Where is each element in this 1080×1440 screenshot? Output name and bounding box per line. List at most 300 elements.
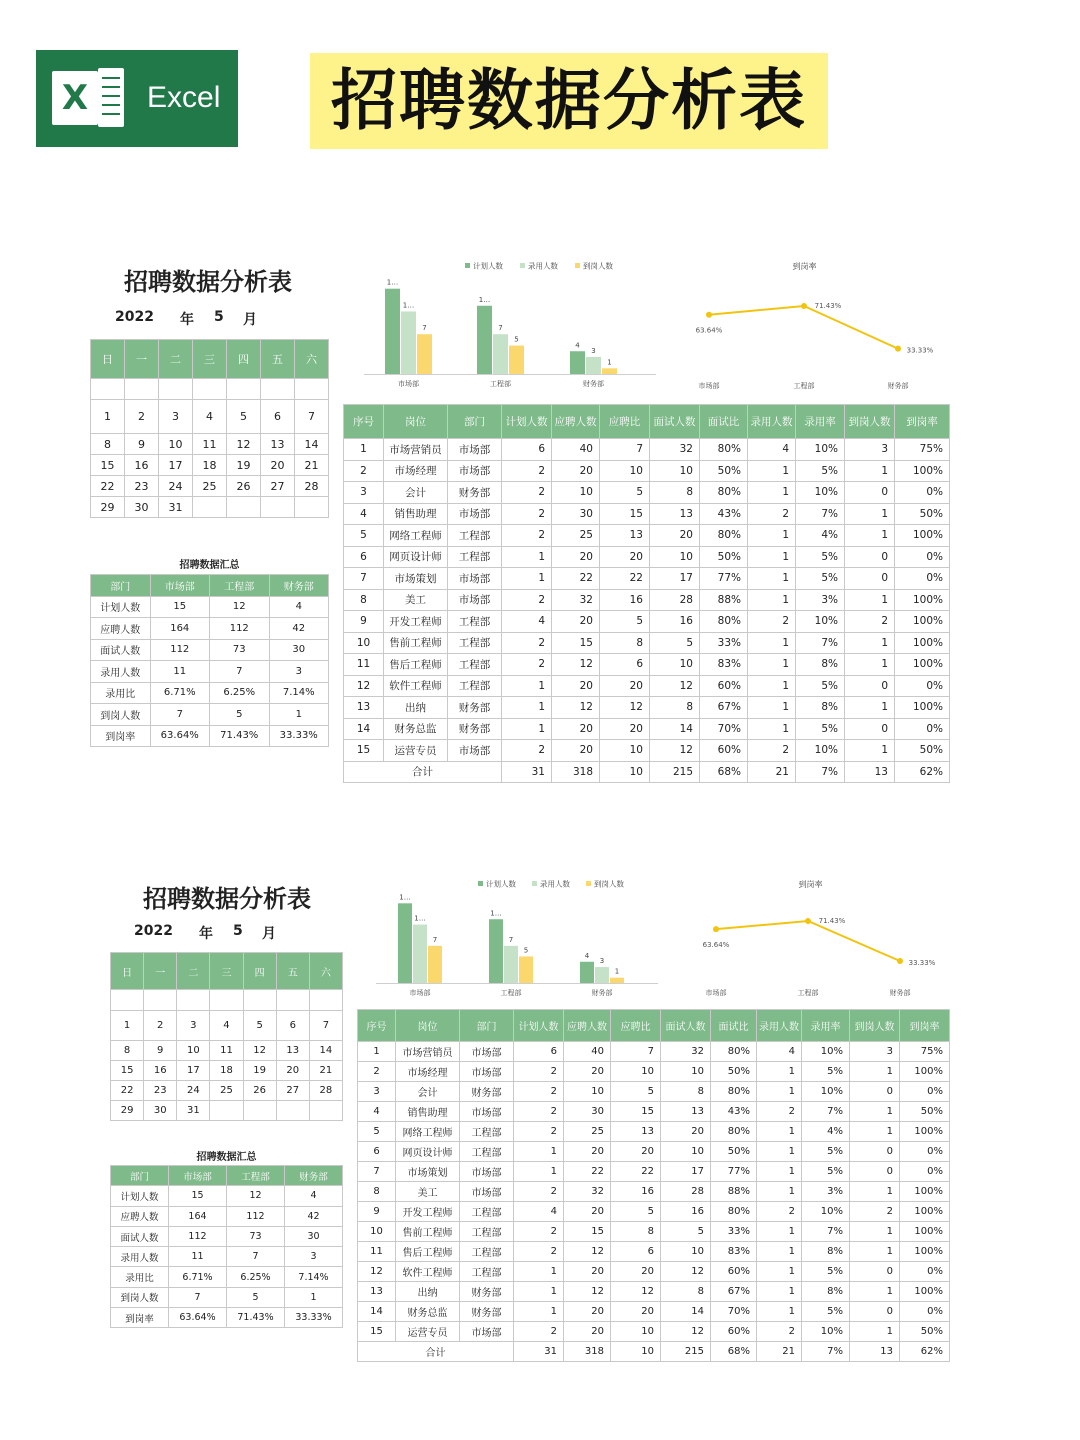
detail-cell[interactable]: 8 bbox=[650, 482, 700, 504]
detail-cell[interactable]: 0% bbox=[900, 1082, 950, 1102]
calendar-day[interactable]: 7 bbox=[309, 1011, 342, 1041]
detail-cell[interactable]: 工程部 bbox=[448, 525, 502, 547]
summary-cell[interactable]: 7 bbox=[169, 1287, 227, 1307]
summary-cell[interactable]: 164 bbox=[169, 1206, 227, 1226]
detail-cell[interactable]: 60% bbox=[711, 1262, 757, 1282]
detail-cell[interactable]: 0% bbox=[895, 675, 950, 697]
detail-cell[interactable]: 1 bbox=[757, 1062, 802, 1082]
detail-cell[interactable]: 工程部 bbox=[448, 611, 502, 633]
detail-cell[interactable]: 5% bbox=[796, 675, 845, 697]
detail-cell[interactable]: 财务总监 bbox=[396, 1302, 460, 1322]
detail-cell[interactable]: 1 bbox=[850, 1282, 900, 1302]
detail-cell[interactable]: 15 bbox=[564, 1222, 611, 1242]
detail-cell[interactable]: 100% bbox=[895, 697, 950, 719]
detail-cell[interactable]: 1 bbox=[845, 460, 895, 482]
detail-cell[interactable]: 市场策划 bbox=[396, 1162, 460, 1182]
detail-cell[interactable]: 9 bbox=[344, 611, 384, 633]
calendar-day[interactable]: 7 bbox=[295, 400, 329, 434]
summary-cell[interactable]: 12 bbox=[210, 596, 270, 618]
detail-cell[interactable]: 0% bbox=[895, 482, 950, 504]
detail-cell[interactable]: 80% bbox=[711, 1202, 757, 1222]
detail-cell[interactable]: 工程部 bbox=[448, 632, 502, 654]
calendar-day[interactable]: 17 bbox=[177, 1061, 210, 1081]
detail-cell[interactable]: 4% bbox=[802, 1122, 850, 1142]
calendar-day[interactable]: 5 bbox=[243, 1011, 276, 1041]
detail-cell[interactable]: 8 bbox=[600, 632, 650, 654]
detail-cell[interactable]: 70% bbox=[711, 1302, 757, 1322]
detail-cell[interactable]: 运营专员 bbox=[396, 1322, 460, 1342]
summary-cell[interactable]: 7 bbox=[227, 1247, 285, 1267]
calendar-day[interactable] bbox=[261, 379, 295, 400]
detail-cell[interactable]: 1 bbox=[757, 1302, 802, 1322]
detail-cell[interactable]: 2 bbox=[748, 740, 796, 762]
detail-cell[interactable]: 5% bbox=[802, 1262, 850, 1282]
calendar-day[interactable]: 8 bbox=[111, 1041, 144, 1061]
detail-total-cell[interactable]: 10 bbox=[611, 1342, 661, 1362]
calendar-day[interactable]: 23 bbox=[125, 476, 159, 497]
detail-cell[interactable]: 80% bbox=[700, 482, 748, 504]
detail-cell[interactable]: 7% bbox=[796, 632, 845, 654]
detail-cell[interactable]: 40 bbox=[552, 439, 600, 461]
calendar-day[interactable]: 1 bbox=[91, 400, 125, 434]
detail-cell[interactable]: 财务部 bbox=[448, 482, 502, 504]
detail-cell[interactable]: 50% bbox=[900, 1102, 950, 1122]
detail-cell[interactable]: 50% bbox=[900, 1322, 950, 1342]
detail-cell[interactable]: 12 bbox=[358, 1262, 396, 1282]
detail-cell[interactable]: 1 bbox=[514, 1142, 564, 1162]
calendar-day[interactable]: 14 bbox=[295, 434, 329, 455]
detail-cell[interactable]: 4 bbox=[358, 1102, 396, 1122]
detail-cell[interactable]: 50% bbox=[895, 740, 950, 762]
detail-cell[interactable]: 5 bbox=[358, 1122, 396, 1142]
summary-cell[interactable]: 73 bbox=[210, 639, 270, 661]
summary-cell[interactable]: 7 bbox=[210, 661, 270, 683]
calendar-day[interactable]: 20 bbox=[276, 1061, 309, 1081]
detail-cell[interactable]: 100% bbox=[895, 589, 950, 611]
detail-cell[interactable]: 28 bbox=[650, 589, 700, 611]
detail-cell[interactable]: 5 bbox=[611, 1202, 661, 1222]
detail-cell[interactable]: 20 bbox=[564, 1142, 611, 1162]
detail-cell[interactable]: 0 bbox=[845, 568, 895, 590]
detail-cell[interactable]: 1 bbox=[850, 1062, 900, 1082]
detail-cell[interactable]: 17 bbox=[661, 1162, 711, 1182]
detail-cell[interactable]: 0 bbox=[850, 1162, 900, 1182]
summary-cell[interactable]: 42 bbox=[285, 1206, 343, 1226]
detail-cell[interactable]: 软件工程师 bbox=[384, 675, 448, 697]
detail-cell[interactable]: 17 bbox=[650, 568, 700, 590]
detail-cell[interactable]: 5% bbox=[802, 1162, 850, 1182]
detail-cell[interactable]: 工程部 bbox=[460, 1142, 514, 1162]
calendar-day[interactable]: 13 bbox=[261, 434, 295, 455]
detail-cell[interactable]: 工程部 bbox=[460, 1262, 514, 1282]
detail-cell[interactable]: 30 bbox=[552, 503, 600, 525]
detail-cell[interactable]: 11 bbox=[358, 1242, 396, 1262]
calendar-day[interactable]: 31 bbox=[177, 1101, 210, 1121]
detail-cell[interactable]: 财务部 bbox=[460, 1282, 514, 1302]
detail-cell[interactable]: 5% bbox=[796, 718, 845, 740]
summary-cell[interactable]: 4 bbox=[285, 1186, 343, 1206]
calendar-day[interactable] bbox=[193, 497, 227, 518]
detail-cell[interactable]: 市场策划 bbox=[384, 568, 448, 590]
detail-total-cell[interactable]: 13 bbox=[850, 1342, 900, 1362]
calendar-day[interactable]: 25 bbox=[210, 1081, 243, 1101]
detail-total-cell[interactable]: 215 bbox=[661, 1342, 711, 1362]
detail-cell[interactable]: 市场部 bbox=[460, 1102, 514, 1122]
detail-cell[interactable]: 30 bbox=[564, 1102, 611, 1122]
summary-cell[interactable]: 录用比 bbox=[111, 1267, 169, 1287]
detail-total-cell[interactable]: 10 bbox=[600, 761, 650, 783]
detail-cell[interactable]: 1 bbox=[514, 1162, 564, 1182]
detail-cell[interactable]: 市场部 bbox=[448, 568, 502, 590]
detail-cell[interactable]: 20 bbox=[552, 460, 600, 482]
detail-cell[interactable]: 6 bbox=[502, 439, 552, 461]
detail-cell[interactable]: 20 bbox=[611, 1302, 661, 1322]
calendar-day[interactable]: 15 bbox=[111, 1061, 144, 1081]
summary-cell[interactable]: 71.43% bbox=[227, 1308, 285, 1328]
detail-cell[interactable]: 1 bbox=[514, 1262, 564, 1282]
detail-cell[interactable]: 22 bbox=[600, 568, 650, 590]
detail-cell[interactable]: 8% bbox=[802, 1282, 850, 1302]
detail-cell[interactable]: 77% bbox=[711, 1162, 757, 1182]
detail-cell[interactable]: 10 bbox=[552, 482, 600, 504]
calendar-day[interactable]: 18 bbox=[193, 455, 227, 476]
detail-cell[interactable]: 100% bbox=[895, 525, 950, 547]
calendar-day[interactable]: 6 bbox=[261, 400, 295, 434]
summary-cell[interactable]: 到岗人数 bbox=[111, 1287, 169, 1307]
detail-cell[interactable]: 10 bbox=[611, 1062, 661, 1082]
detail-cell[interactable]: 77% bbox=[700, 568, 748, 590]
calendar-day[interactable]: 3 bbox=[177, 1011, 210, 1041]
detail-cell[interactable]: 7 bbox=[600, 439, 650, 461]
detail-cell[interactable]: 11 bbox=[344, 654, 384, 676]
detail-cell[interactable]: 28 bbox=[661, 1182, 711, 1202]
calendar-day[interactable] bbox=[276, 1101, 309, 1121]
summary-cell[interactable]: 计划人数 bbox=[111, 1186, 169, 1206]
calendar-day[interactable]: 23 bbox=[144, 1081, 177, 1101]
detail-cell[interactable]: 50% bbox=[895, 503, 950, 525]
calendar-day[interactable]: 11 bbox=[210, 1041, 243, 1061]
detail-cell[interactable]: 销售助理 bbox=[396, 1102, 460, 1122]
detail-cell[interactable]: 0 bbox=[845, 482, 895, 504]
detail-cell[interactable]: 20 bbox=[564, 1322, 611, 1342]
detail-total-cell[interactable]: 62% bbox=[895, 761, 950, 783]
detail-cell[interactable]: 100% bbox=[895, 632, 950, 654]
detail-total-cell[interactable]: 62% bbox=[900, 1342, 950, 1362]
detail-total-cell[interactable]: 215 bbox=[650, 761, 700, 783]
calendar-day[interactable] bbox=[309, 1101, 342, 1121]
calendar-day[interactable]: 9 bbox=[144, 1041, 177, 1061]
detail-cell[interactable]: 2 bbox=[502, 589, 552, 611]
detail-cell[interactable]: 14 bbox=[344, 718, 384, 740]
detail-cell[interactable]: 开发工程师 bbox=[384, 611, 448, 633]
summary-cell[interactable]: 到岗率 bbox=[91, 725, 151, 747]
detail-cell[interactable]: 33% bbox=[711, 1222, 757, 1242]
summary-cell[interactable]: 面试人数 bbox=[111, 1226, 169, 1246]
summary-cell[interactable]: 到岗率 bbox=[111, 1308, 169, 1328]
summary-cell[interactable]: 录用人数 bbox=[111, 1247, 169, 1267]
detail-cell[interactable]: 1 bbox=[748, 718, 796, 740]
detail-total-cell[interactable]: 合计 bbox=[358, 1342, 514, 1362]
detail-cell[interactable]: 会计 bbox=[396, 1082, 460, 1102]
detail-cell[interactable]: 4% bbox=[796, 525, 845, 547]
detail-cell[interactable]: 12 bbox=[661, 1262, 711, 1282]
detail-cell[interactable]: 市场部 bbox=[448, 439, 502, 461]
calendar-day[interactable]: 16 bbox=[144, 1061, 177, 1081]
calendar-day[interactable] bbox=[295, 497, 329, 518]
detail-cell[interactable]: 1 bbox=[757, 1082, 802, 1102]
detail-cell[interactable]: 20 bbox=[552, 740, 600, 762]
detail-cell[interactable]: 80% bbox=[700, 439, 748, 461]
calendar-day[interactable]: 17 bbox=[159, 455, 193, 476]
summary-cell[interactable]: 7.14% bbox=[285, 1267, 343, 1287]
detail-cell[interactable]: 网络工程师 bbox=[396, 1122, 460, 1142]
detail-cell[interactable]: 20 bbox=[564, 1062, 611, 1082]
summary-cell[interactable]: 7 bbox=[150, 704, 210, 726]
detail-cell[interactable]: 7 bbox=[611, 1042, 661, 1062]
detail-cell[interactable]: 2 bbox=[514, 1122, 564, 1142]
calendar-day[interactable]: 2 bbox=[125, 400, 159, 434]
detail-cell[interactable]: 12 bbox=[564, 1282, 611, 1302]
detail-cell[interactable]: 2 bbox=[748, 611, 796, 633]
detail-cell[interactable]: 2 bbox=[502, 525, 552, 547]
detail-cell[interactable]: 12 bbox=[650, 740, 700, 762]
summary-cell[interactable]: 11 bbox=[150, 661, 210, 683]
detail-cell[interactable]: 20 bbox=[600, 675, 650, 697]
detail-cell[interactable]: 8 bbox=[650, 697, 700, 719]
detail-cell[interactable]: 5 bbox=[611, 1082, 661, 1102]
detail-cell[interactable]: 0 bbox=[845, 546, 895, 568]
detail-cell[interactable]: 0 bbox=[850, 1082, 900, 1102]
calendar-day[interactable]: 5 bbox=[227, 400, 261, 434]
calendar-day[interactable]: 26 bbox=[227, 476, 261, 497]
detail-cell[interactable]: 8 bbox=[358, 1182, 396, 1202]
detail-cell[interactable]: 工程部 bbox=[448, 654, 502, 676]
detail-cell[interactable]: 7% bbox=[796, 503, 845, 525]
calendar-day[interactable]: 27 bbox=[276, 1081, 309, 1101]
detail-cell[interactable]: 14 bbox=[661, 1302, 711, 1322]
detail-cell[interactable]: 工程部 bbox=[448, 546, 502, 568]
calendar-day[interactable]: 21 bbox=[309, 1061, 342, 1081]
detail-cell[interactable]: 100% bbox=[900, 1182, 950, 1202]
detail-cell[interactable]: 0 bbox=[845, 675, 895, 697]
detail-cell[interactable]: 60% bbox=[700, 740, 748, 762]
detail-cell[interactable]: 12 bbox=[611, 1282, 661, 1302]
calendar-day[interactable]: 14 bbox=[309, 1041, 342, 1061]
calendar-day[interactable] bbox=[261, 497, 295, 518]
summary-cell[interactable]: 3 bbox=[269, 661, 329, 683]
calendar-day[interactable]: 2 bbox=[144, 1011, 177, 1041]
detail-cell[interactable]: 75% bbox=[900, 1042, 950, 1062]
detail-cell[interactable]: 3 bbox=[358, 1082, 396, 1102]
detail-cell[interactable]: 1 bbox=[845, 589, 895, 611]
detail-cell[interactable]: 8 bbox=[344, 589, 384, 611]
detail-cell[interactable]: 5 bbox=[344, 525, 384, 547]
detail-cell[interactable]: 10 bbox=[650, 460, 700, 482]
calendar-day[interactable] bbox=[210, 990, 243, 1011]
detail-cell[interactable]: 100% bbox=[900, 1242, 950, 1262]
detail-cell[interactable]: 10% bbox=[796, 482, 845, 504]
detail-cell[interactable]: 1 bbox=[850, 1222, 900, 1242]
detail-cell[interactable]: 售后工程师 bbox=[384, 654, 448, 676]
detail-cell[interactable]: 20 bbox=[552, 546, 600, 568]
detail-cell[interactable]: 0 bbox=[850, 1142, 900, 1162]
detail-cell[interactable]: 1 bbox=[502, 697, 552, 719]
detail-cell[interactable]: 1 bbox=[502, 675, 552, 697]
detail-cell[interactable]: 12 bbox=[564, 1242, 611, 1262]
calendar-day[interactable]: 12 bbox=[243, 1041, 276, 1061]
calendar-day[interactable]: 30 bbox=[125, 497, 159, 518]
detail-cell[interactable]: 10 bbox=[344, 632, 384, 654]
detail-cell[interactable]: 40 bbox=[564, 1042, 611, 1062]
detail-cell[interactable]: 1 bbox=[344, 439, 384, 461]
detail-cell[interactable]: 20 bbox=[552, 675, 600, 697]
detail-cell[interactable]: 80% bbox=[711, 1082, 757, 1102]
detail-cell[interactable]: 100% bbox=[895, 654, 950, 676]
detail-cell[interactable]: 市场部 bbox=[448, 740, 502, 762]
detail-cell[interactable]: 15 bbox=[600, 503, 650, 525]
detail-cell[interactable]: 开发工程师 bbox=[396, 1202, 460, 1222]
detail-cell[interactable]: 7% bbox=[802, 1102, 850, 1122]
calendar-day[interactable]: 29 bbox=[91, 497, 125, 518]
summary-cell[interactable]: 33.33% bbox=[269, 725, 329, 747]
detail-cell[interactable]: 8 bbox=[611, 1222, 661, 1242]
detail-cell[interactable]: 0 bbox=[850, 1262, 900, 1282]
summary-cell[interactable]: 30 bbox=[285, 1226, 343, 1246]
detail-cell[interactable]: 13 bbox=[661, 1102, 711, 1122]
detail-cell[interactable]: 43% bbox=[711, 1102, 757, 1122]
detail-cell[interactable]: 售前工程师 bbox=[396, 1222, 460, 1242]
detail-cell[interactable]: 0% bbox=[895, 546, 950, 568]
detail-cell[interactable]: 6 bbox=[600, 654, 650, 676]
detail-cell[interactable]: 工程部 bbox=[460, 1222, 514, 1242]
detail-cell[interactable]: 工程部 bbox=[460, 1202, 514, 1222]
summary-cell[interactable]: 63.64% bbox=[169, 1308, 227, 1328]
detail-cell[interactable]: 13 bbox=[611, 1122, 661, 1142]
detail-cell[interactable]: 3% bbox=[796, 589, 845, 611]
detail-cell[interactable]: 1 bbox=[748, 460, 796, 482]
detail-cell[interactable]: 2 bbox=[502, 632, 552, 654]
detail-cell[interactable]: 3 bbox=[850, 1042, 900, 1062]
detail-cell[interactable]: 软件工程师 bbox=[396, 1262, 460, 1282]
detail-cell[interactable]: 10 bbox=[600, 740, 650, 762]
detail-cell[interactable]: 5 bbox=[661, 1222, 711, 1242]
detail-cell[interactable]: 8% bbox=[802, 1242, 850, 1262]
detail-cell[interactable]: 2 bbox=[514, 1082, 564, 1102]
detail-cell[interactable]: 12 bbox=[552, 654, 600, 676]
detail-cell[interactable]: 1 bbox=[845, 525, 895, 547]
detail-cell[interactable]: 1 bbox=[757, 1122, 802, 1142]
detail-cell[interactable]: 50% bbox=[700, 460, 748, 482]
detail-cell[interactable]: 20 bbox=[600, 546, 650, 568]
detail-cell[interactable]: 6 bbox=[611, 1242, 661, 1262]
summary-cell[interactable]: 6.25% bbox=[227, 1267, 285, 1287]
calendar-day[interactable]: 22 bbox=[91, 476, 125, 497]
calendar-day[interactable]: 29 bbox=[111, 1101, 144, 1121]
detail-cell[interactable]: 67% bbox=[711, 1282, 757, 1302]
calendar-day[interactable]: 22 bbox=[111, 1081, 144, 1101]
detail-cell[interactable]: 14 bbox=[358, 1302, 396, 1322]
calendar-day[interactable] bbox=[177, 990, 210, 1011]
calendar-day[interactable]: 19 bbox=[227, 455, 261, 476]
calendar-day[interactable]: 10 bbox=[177, 1041, 210, 1061]
detail-cell[interactable]: 8% bbox=[796, 697, 845, 719]
detail-cell[interactable]: 2 bbox=[757, 1322, 802, 1342]
detail-cell[interactable]: 20 bbox=[661, 1122, 711, 1142]
detail-cell[interactable]: 4 bbox=[502, 611, 552, 633]
detail-cell[interactable]: 12 bbox=[552, 697, 600, 719]
detail-cell[interactable]: 100% bbox=[900, 1062, 950, 1082]
detail-cell[interactable]: 市场经理 bbox=[396, 1062, 460, 1082]
detail-cell[interactable]: 12 bbox=[600, 697, 650, 719]
detail-cell[interactable]: 7% bbox=[802, 1222, 850, 1242]
detail-total-cell[interactable]: 21 bbox=[748, 761, 796, 783]
detail-total-cell[interactable]: 合计 bbox=[344, 761, 502, 783]
detail-cell[interactable]: 2 bbox=[748, 503, 796, 525]
calendar-day[interactable]: 19 bbox=[243, 1061, 276, 1081]
summary-cell[interactable]: 6.71% bbox=[169, 1267, 227, 1287]
detail-cell[interactable]: 0% bbox=[895, 568, 950, 590]
calendar-day[interactable]: 24 bbox=[177, 1081, 210, 1101]
summary-cell[interactable]: 应聘人数 bbox=[91, 618, 151, 640]
detail-cell[interactable]: 4 bbox=[757, 1042, 802, 1062]
detail-cell[interactable]: 市场营销员 bbox=[396, 1042, 460, 1062]
detail-cell[interactable]: 财务部 bbox=[460, 1082, 514, 1102]
summary-cell[interactable]: 7.14% bbox=[269, 682, 329, 704]
detail-cell[interactable]: 8% bbox=[796, 654, 845, 676]
detail-cell[interactable]: 10 bbox=[564, 1082, 611, 1102]
calendar-day[interactable]: 9 bbox=[125, 434, 159, 455]
detail-cell[interactable]: 50% bbox=[700, 546, 748, 568]
detail-cell[interactable]: 美工 bbox=[384, 589, 448, 611]
detail-cell[interactable]: 10% bbox=[802, 1042, 850, 1062]
detail-cell[interactable]: 10% bbox=[796, 611, 845, 633]
calendar-day[interactable]: 16 bbox=[125, 455, 159, 476]
detail-cell[interactable]: 网页设计师 bbox=[396, 1142, 460, 1162]
summary-cell[interactable]: 录用比 bbox=[91, 682, 151, 704]
detail-cell[interactable]: 13 bbox=[650, 503, 700, 525]
detail-cell[interactable]: 1 bbox=[757, 1282, 802, 1302]
summary-cell[interactable]: 5 bbox=[210, 704, 270, 726]
detail-cell[interactable]: 5 bbox=[600, 482, 650, 504]
detail-cell[interactable]: 20 bbox=[650, 525, 700, 547]
detail-cell[interactable]: 1 bbox=[845, 632, 895, 654]
detail-cell[interactable]: 2 bbox=[514, 1102, 564, 1122]
detail-cell[interactable]: 6 bbox=[358, 1142, 396, 1162]
detail-cell[interactable]: 1 bbox=[850, 1322, 900, 1342]
detail-cell[interactable]: 10 bbox=[661, 1062, 711, 1082]
detail-cell[interactable]: 32 bbox=[650, 439, 700, 461]
detail-cell[interactable]: 出纳 bbox=[384, 697, 448, 719]
detail-cell[interactable]: 2 bbox=[850, 1202, 900, 1222]
detail-cell[interactable]: 0% bbox=[900, 1262, 950, 1282]
detail-total-cell[interactable]: 7% bbox=[796, 761, 845, 783]
detail-cell[interactable]: 售前工程师 bbox=[384, 632, 448, 654]
detail-cell[interactable]: 10% bbox=[796, 439, 845, 461]
detail-cell[interactable]: 销售助理 bbox=[384, 503, 448, 525]
detail-cell[interactable]: 4 bbox=[748, 439, 796, 461]
calendar-day[interactable] bbox=[295, 379, 329, 400]
detail-cell[interactable]: 20 bbox=[564, 1202, 611, 1222]
summary-cell[interactable]: 计划人数 bbox=[91, 596, 151, 618]
summary-cell[interactable]: 73 bbox=[227, 1226, 285, 1246]
detail-cell[interactable]: 2 bbox=[514, 1242, 564, 1262]
detail-cell[interactable]: 网页设计师 bbox=[384, 546, 448, 568]
calendar-day[interactable] bbox=[91, 379, 125, 400]
detail-cell[interactable]: 67% bbox=[700, 697, 748, 719]
detail-cell[interactable]: 1 bbox=[502, 718, 552, 740]
detail-cell[interactable]: 0 bbox=[845, 718, 895, 740]
detail-cell[interactable]: 0% bbox=[900, 1162, 950, 1182]
